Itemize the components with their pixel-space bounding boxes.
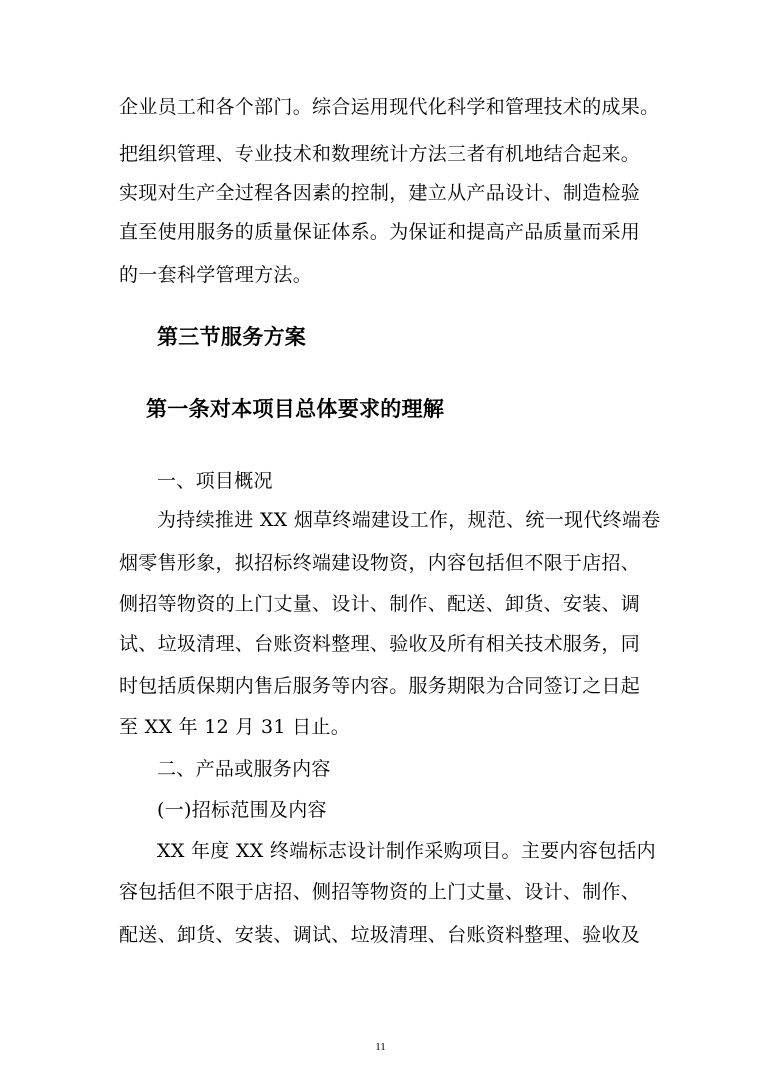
- intro-line-1: 企业员工和各个部门。综合运用现代化科学和管理技术的成果。: [119, 96, 660, 118]
- page-number: 11: [375, 1041, 386, 1053]
- scope-line-2: 容包括但不限于店招、侧招等物资的上门丈量、设计、制作、: [119, 881, 641, 903]
- overview-line-6: 至 XX 年 12 月 31 日止。: [119, 716, 351, 738]
- overview-line-3: 侧招等物资的上门丈量、设计、制作、配送、卸货、安装、调: [119, 593, 641, 615]
- intro-line-3: 实现对生产全过程各因素的控制，建立从产品设计、制造检验: [119, 182, 641, 204]
- scope-line-3: 配送、卸货、安装、调试、垃圾清理、台账资料整理、验收及: [119, 924, 641, 946]
- article-title: 第一条对本项目总体要求的理解: [146, 396, 445, 421]
- subheading-products-services: 二、产品或服务内容: [157, 758, 331, 780]
- subheading-project-overview: 一、项目概况: [157, 470, 273, 492]
- overview-line-4: 试、垃圾清理、台账资料整理、验收及所有相关技术服务，同: [119, 633, 641, 655]
- intro-line-2: 把组织管理、专业技术和数理统计方法三者有机地结合起来。: [119, 143, 641, 165]
- overview-line-5: 时包括质保期内售后服务等内容。服务期限为合同签订之日起: [119, 675, 641, 697]
- overview-line-2: 烟零售形象，拟招标终端建设物资，内容包括但不限于店招、: [119, 552, 641, 574]
- intro-line-5: 的一套科学管理方法。: [119, 264, 313, 286]
- subheading-tender-scope: (一)招标范围及内容: [157, 799, 327, 821]
- intro-line-4: 直至使用服务的质量保证体系。为保证和提高产品质量而采用: [119, 221, 641, 243]
- overview-line-1: 为持续推进 XX 烟草终端建设工作，规范、统一现代终端卷: [157, 509, 661, 531]
- scope-line-1: XX 年度 XX 终端标志设计制作采购项目。主要内容包括内: [157, 840, 656, 862]
- section-title: 第三节服务方案: [157, 324, 307, 349]
